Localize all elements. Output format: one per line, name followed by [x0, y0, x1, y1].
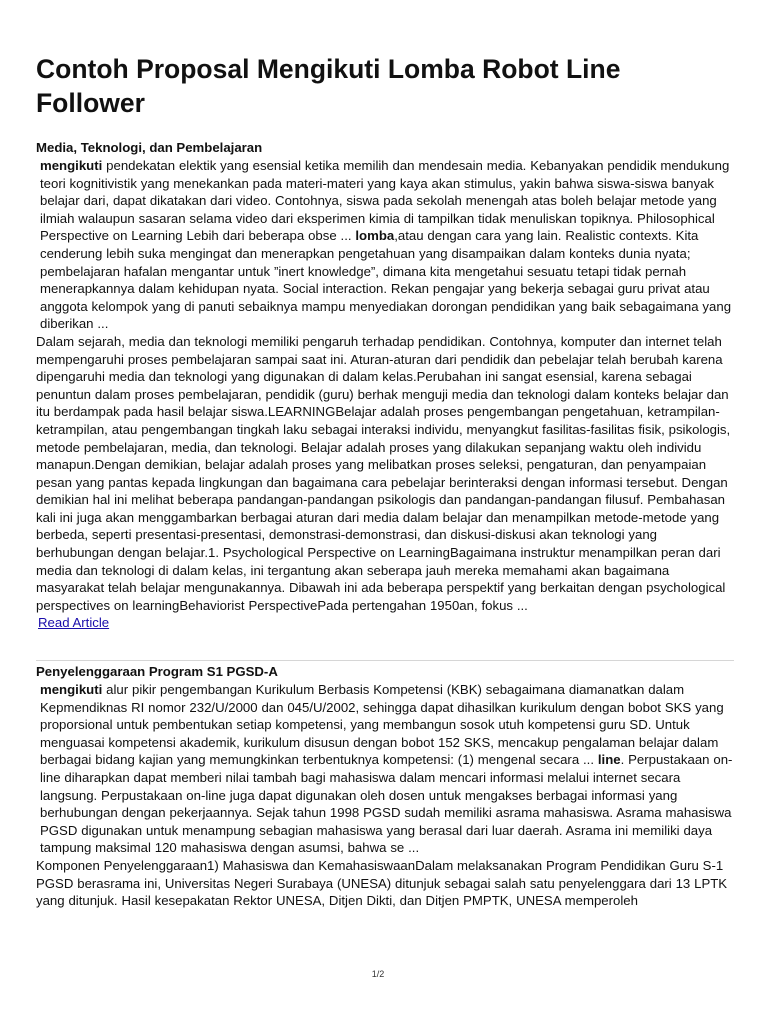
- section-paragraph: [36, 681, 736, 857]
- page-title: Contoh Proposal Mengikuti Lomba Robot Line Follower: [36, 54, 621, 118]
- paragraph-text: . Perpustakaan on-line diharapkan dapat memberi nilai tambah bagi mahasiswa dalam mencari informasi melalui internet secara langsung. Perpustakaan on-line juga dapat digunakan oleh dosen untuk mengakses berbagai informasi yang berhubungan dengan pekerjaannya. Sejak tahun 1998 PGSD sudah memiliki asrama mahasiswa. Asrama mahasiswa PGSD digunakan untuk menampung sebagian mahasiswa yang berasal dari luar daerah. Asrama ini memiliki daya tampung maksimal 120 mahasiswa dengan asumsi, bahwa se ...: [40, 752, 733, 856]
- paragraph-text: alur pikir pengembangan Kurikulum Berbasis Kompetensi (KBK) sebagaimana diamanatkan dalam Kepmendiknas RI nomor 232/U/2000 dan 045/U/2002, sehingga dapat dihasilkan kurikulum dengan bobot SKS yang proporsional untuk pembentukan setiap kompetensi, yang membangun sosok utuh kompetensi guru SD. Untuk menguasai kompetensi akademik, kurikulum disusun dengan bobot 152 SKS, mencakup pengalaman belajar dalam berbagai bidang kajian yang memungkinkan terbentuknya kompetensi: (1) mengenal secara ...: [40, 682, 724, 768]
- page-number: 1/2: [371, 969, 385, 979]
- section-paragraph: Dalam sejarah, media dan teknologi memiliki pengaruh terhadap pendidikan. Contohnya, komputer dan internet telah mempengaruhi proses pembelajaran sampai saat ini. Aturan-aturan dari pendidik dan pebelajar telah berubah karena dipengaruhi media dan teknologi yang digunakan di dalam kelas.Perubahan ini sangat esensial, karena sebagai penuntun dalam proses pembelajaran, pendidik (guru) berhak menguji media dan teknologi dalam konteks belajar dan itu berdampak pada hasil belajar siswa.LEARNINGBelajar adalah proses pengembangan pengetahuan, ketrampilan-ketrampilan, atau pengembangan tingkah laku sebagai interaksi individu, menyangkut fasilitas-fasilitas fisik, psikologis, metode pembelajaran, media, dan teknologi. Belajar adalah proses yang dilakukan sepanjang waktu oleh individu manapun.Dengan demikian, belajar adalah proses yang melibatkan proses seleksi, pengaturan, dan penyampaian pesan yang pantas kepada lingkungan dan bagaimana cara pebelajar berinteraksi dengan informasi tersebut. Dengan demikian hal ini melihat beberapa pandangan-pandangan psikologis dan pandangan-pandangan filusuf. Pembahasan kali ini juga akan menggambarkan berbagai aturan dari media dalam belajar dan menampilkan metode-metode yang berbeda, seperti presentasi-presentasi, demonstrasi-demonstrasi, dan diskusi-diskusi akan teknologi yang berhubungan dengan belajar.1. Psychological Perspective on LearningBagaimana instruktur menampilkan peran dari media dan teknologi di dalam kelas, ini tergantung akan seberapa jauh mereka memahami akan bagaimana masyarakat telah belajar mengunakannya. Dibawah ini ada beberapa perspektif yang berkaitan dengan psychological perspectives on learningBehaviorist PerspectivePada pertengahan 1950an, fokus ...: [36, 333, 731, 613]
- section-heading: Media, Teknologi, dan Pembelajaran: [36, 140, 263, 155]
- highlight-keyword: mengikuti: [40, 682, 103, 697]
- paragraph-text: ,atau dengan cara yang lain. Realistic contexts. Kita cenderung lebih suka mengingat dan menerapkan pengetahuan yang disampaikan dalam konteks dunia nyata; pembelajaran hafalan mengantar untuk ”inert knowledge”, dimana kita mengetahui sesuatu tetapi tidak pernah menerapkannya dalam kehidupan nyata. Social interaction. Rekan pengajar yang bekerja sebagai guru privat atau anggota kelompok yang di panuti sebaiknya mampu menyediakan dorongan pendidikan yang baik sebagaimana yang diberikan ...: [40, 228, 732, 332]
- highlight-keyword: mengikuti: [40, 158, 103, 173]
- section-paragraph: Komponen Penyelenggaraan1) Mahasiswa dan KemahasiswaanDalam melaksanakan Program Pendidikan Guru S-1 PGSD berasrama ini, Universitas Negeri Surabaya (UNESA) ditunjuk sebagai salah satu penyelenggara dari 13 LPTK yang ditunjuk. Hasil kesepakatan Rektor UNESA, Ditjen Dikti, dan Ditjen PMPTK, UNESA memperoleh: [36, 857, 728, 909]
- highlight-keyword: lomba: [355, 228, 395, 244]
- highlight-keyword: line: [597, 752, 621, 768]
- section-divider: [36, 660, 734, 661]
- article-section-1: [36, 139, 736, 632]
- section-heading: Penyelenggaraan Program S1 PGSD-A: [36, 664, 278, 679]
- paragraph-text: pendekatan elektik yang esensial ketika memilih dan mendesain media. Kebanyakan pendidik mendukung teori kognitivistik yang menekankan pada materi-materi yang kaya akan stimulus, yakin bahwa siswa-siswa banyak belajar dari, dapat dikatakan dari video. Contohnya, siswa pada sekolah menengah atas boleh belajar metode yang ilmiah walaupun sasaran selama video dari eksperimen kimia di tampilkan tidak menuliskan topiknya. Philosophical Perspective on Learning Lebih dari beberapa obse ...: [40, 158, 730, 244]
- read-article-link[interactable]: Read Article: [38, 615, 110, 631]
- article-section-2: [36, 663, 736, 910]
- section-paragraph: [36, 157, 736, 333]
